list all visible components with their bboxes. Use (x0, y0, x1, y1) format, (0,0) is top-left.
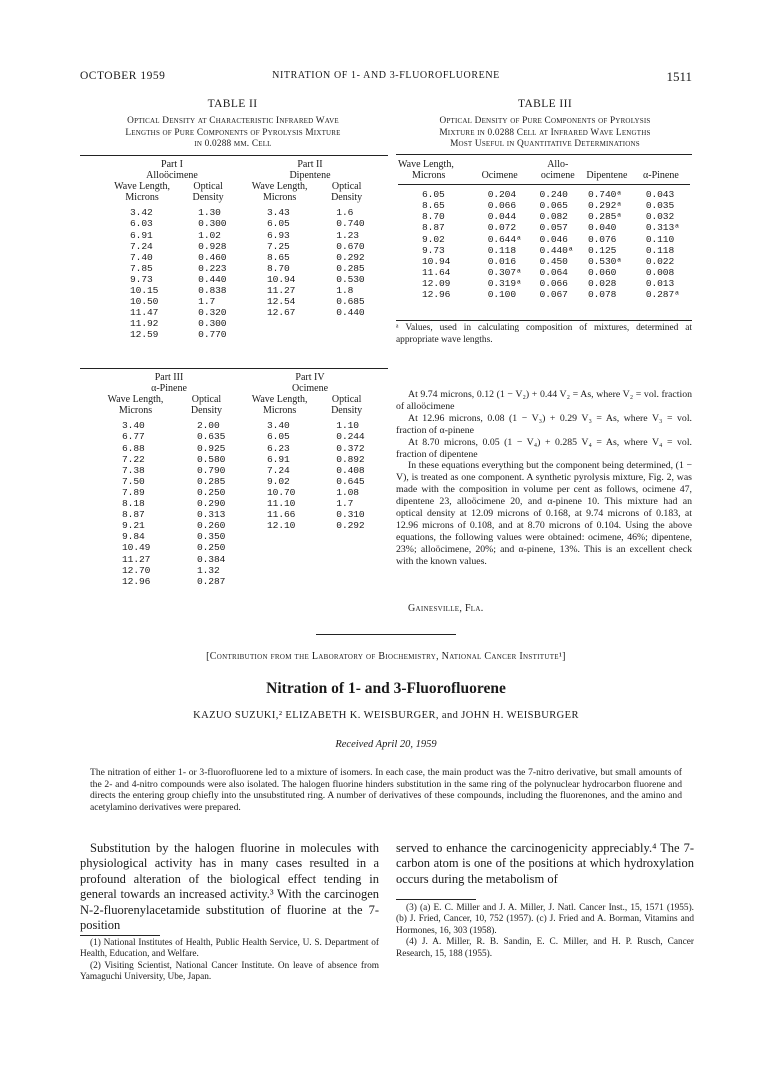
table-cell: 12.10 (267, 520, 296, 532)
table-cell: 8.18 (122, 498, 145, 510)
table-cell: 0.740ᵃ (587, 189, 622, 201)
table-cell: 0.320 (198, 307, 227, 319)
table-cell: 0.065 (539, 200, 568, 212)
table-row (245, 203, 375, 218)
table-cell: 12.70 (122, 564, 151, 576)
table-cell: 0.645 (336, 475, 365, 487)
table-cell: 1.6 (336, 207, 354, 219)
table-cell: 0.118 (487, 244, 516, 256)
table-row (108, 285, 236, 296)
table-row (108, 230, 236, 241)
table-cell: 6.05 (422, 189, 445, 201)
table-cell: 0.644ᵃ (487, 233, 522, 245)
table-cell: 9.84 (122, 531, 145, 543)
table-row (245, 252, 375, 263)
table-row (245, 241, 375, 252)
table-cell: 8.87 (122, 509, 145, 521)
table-cell: 6.23 (267, 442, 290, 454)
footnote-3: (3) (a) E. C. Miller and J. A. Miller, J. Natl. Cancer Inst., 15, 1571 (1955). (b) J. Fried, Cancer, 10, 752 (1957). (c) J. Fried and A. Borman, Vitamins and Hormones, 16, 303 (1958). (396, 903, 694, 936)
table-cell: 10.94 (422, 255, 451, 267)
table-cell: 6.93 (267, 229, 290, 241)
article-title: Nitration of 1- and 3-Fluorofluorene (266, 680, 506, 697)
table-cell: 0.066 (539, 277, 568, 289)
table-cell: 10.70 (267, 486, 296, 498)
table-row (245, 230, 375, 241)
table-cell: 6.91 (130, 229, 153, 241)
table-cell: 6.91 (267, 453, 290, 465)
table-cell: 0.078 (587, 289, 617, 301)
table-row (245, 285, 375, 296)
location: Gainesville, Fla. (408, 603, 484, 614)
table2-part3: Part III α-Pinene Wave Length, Optical Microns Density 3.40 2.00 6.77 0.635 6.88 0.925 7.22 0.580 7.38 0.790 7.50 0.285 7.89 0.250 8.18 0.290 8.87 0.313 9.21 0.260 9.84 0.350 10.49 0.250 11.27 0.384 12.70 1.32 12.96 0.287 (100, 372, 238, 587)
table-cell: 0.244 (336, 431, 365, 443)
table-row (398, 245, 690, 256)
table-cell: 0.008 (645, 266, 675, 278)
abstract: The nitration of either 1- or 3-fluorofluorene led to a mixture of isomers. In each case, the main product was the 7-nitro derivative, but small amounts of the 2- and 4-nitro compounds were also isolated. The halogen fluorine hinders substitution in the same ring of the polynuclear hydrocarbon fluorene and directs the entering group chiefly into the unsubstituted ring. A number of derivatives of these compounds, including the fluorenones, and the amino and acetylamino derivatives were prepared. (90, 767, 682, 813)
table3-caption: Optical Density of Pure Components of Pyrolysis Mixture in 0.0288 Cell at Infrared Wave Lengths Most Useful in Quantitative Determinations (439, 116, 651, 149)
table-cell: 0.530 (336, 273, 365, 285)
table-row (100, 554, 238, 565)
footnote-rule-left (80, 935, 160, 936)
table-row (100, 576, 238, 587)
table-cell: 1.23 (336, 229, 359, 241)
table-cell: 1.7 (198, 296, 216, 308)
table-cell: 3.42 (130, 207, 153, 219)
table-row (245, 307, 375, 318)
table-cell: 10.94 (267, 273, 296, 285)
table-cell: 8.65 (422, 200, 445, 212)
table-row (100, 454, 238, 465)
header-title: NITRATION OF 1- AND 3-FLUOROFLUORENE (272, 70, 500, 81)
table-cell: 9.73 (422, 244, 445, 256)
table-cell: 0.770 (198, 329, 227, 341)
table-row (100, 487, 238, 498)
table-cell: 7.24 (130, 240, 153, 252)
table-cell: 9.02 (267, 475, 290, 487)
footnotes-right (396, 903, 694, 960)
table-cell: 12.96 (122, 575, 151, 587)
table-cell: 0.076 (587, 233, 617, 245)
table-cell: 0.032 (645, 211, 675, 223)
table-cell: 0.035 (645, 200, 675, 212)
table-cell: 9.02 (422, 233, 445, 245)
table-cell: 11.66 (267, 509, 296, 521)
table-cell: 0.408 (336, 464, 365, 476)
table-cell: 0.072 (487, 222, 516, 234)
table-cell: 1.08 (336, 486, 359, 498)
table-row (108, 252, 236, 263)
table-cell: 0.100 (487, 289, 516, 301)
table-cell: 8.70 (267, 262, 290, 274)
table-cell: 0.685 (336, 296, 365, 308)
table-cell: 0.060 (587, 266, 617, 278)
table-cell: 0.057 (539, 222, 568, 234)
table-cell: 10.15 (130, 285, 159, 297)
header-date: OCTOBER 1959 (80, 70, 166, 82)
table-cell: 7.25 (267, 240, 290, 252)
table-cell: 8.87 (422, 222, 445, 234)
authors: KAZUO SUZUKI,² ELIZABETH K. WEISBURGER, and JOHN H. WEISBURGER (193, 710, 579, 721)
table-row (108, 203, 236, 218)
table-row (398, 234, 690, 245)
table-row (245, 509, 375, 520)
table-cell: 0.043 (645, 189, 675, 201)
received-date: Received April 20, 1959 (335, 739, 437, 750)
table3-top-rule (396, 154, 692, 155)
footnote-rule-right (396, 899, 476, 900)
table-cell: 0.300 (198, 218, 227, 230)
method-paragraph: In these equations everything but the component being determined, (1 − V), is treated as one component. A synthetic pyrolysis mixture, Fig. 2, was made with the composition in volume per cent as follows, ocimene 47, dipentene 23, alloöcimene 20, and α-pinene 10. This mixture had an optical density at 12.09 microns of 0.168, at 9.74 microns of 0.183, at 12.96 microns of 0.108, and at 8.70 microns of 0.104. Using the above equations, the following values were obtained: ocimene, 46%; dipentene, 23%; alloöcimene, 20%; and α-pinene, 13%. This is an excellent check with the known values. (396, 460, 692, 567)
table-row (245, 487, 375, 498)
contribution-line: [Contribution from the Laboratory of Biochemistry, National Cancer Institute¹] (206, 651, 566, 662)
table2-part1: Part I Alloöcimene Wave Length, Optical Microns Density 3.42 1.30 6.03 0.300 6.91 1.02 7.24 0.928 7.40 0.460 7.85 0.223 9.73 0.440 10.15 0.838 10.50 1.7 11.47 0.320 11.92 0.300 12.59 0.770 (108, 159, 236, 341)
table-row (100, 431, 238, 442)
table-row (108, 241, 236, 252)
table-row (100, 542, 238, 553)
table2-mid-rule (80, 368, 388, 369)
table2-part2: Part II Dipentene Wave Length, Optical Microns Density 3.43 1.6 6.05 0.740 6.93 1.23 7.25 0.670 8.65 0.292 8.70 0.285 10.94 0.530 11.27 1.8 12.54 0.685 12.67 0.440 (245, 159, 375, 318)
table-cell: 3.43 (267, 207, 290, 219)
table-row (245, 498, 375, 509)
table-cell: 0.110 (645, 233, 675, 245)
table-cell: 7.89 (122, 486, 145, 498)
table-cell: 0.292 (336, 520, 365, 532)
table-cell: 12.67 (267, 307, 296, 319)
table-cell: 0.046 (539, 233, 568, 245)
table-cell: 0.372 (336, 442, 365, 454)
table-cell: 0.118 (645, 244, 675, 256)
table2-caption: Optical Density at Characteristic Infrared Wave Lengths of Pure Components of Pyrolysis Mixture in 0.0288 mm. Cell (125, 116, 341, 149)
table-cell: 0.028 (587, 277, 617, 289)
table-cell: 0.670 (336, 240, 365, 252)
table-row (108, 318, 236, 329)
table-cell: 0.790 (196, 464, 226, 476)
table-row (245, 520, 375, 531)
table-cell: 0.530ᵃ (587, 255, 622, 267)
table2-title: TABLE II (207, 98, 258, 110)
table-cell: 1.30 (198, 207, 221, 219)
table2-top-rule (80, 155, 388, 156)
footnote-2: (2) Visiting Scientist, National Cancer Institute. On leave of absence from Yamaguchi University, Ube, Japan. (80, 960, 379, 983)
table-cell: 0.250 (196, 486, 226, 498)
footnotes-left (80, 938, 379, 984)
table-row (108, 218, 236, 229)
table-cell: 11.27 (122, 553, 151, 565)
equations-text (396, 389, 692, 568)
table-cell: 0.292 (336, 251, 365, 263)
equation-1: At 9.74 microns, 0.12 (1 − V₂) + 0.44 V₂ = As, where V₂ = vol. fraction of alloöcimene (396, 389, 692, 412)
table-row (398, 256, 690, 267)
table-cell: 11.10 (267, 498, 296, 510)
table-row (245, 465, 375, 476)
table-row (245, 454, 375, 465)
table-cell: 0.740 (336, 218, 365, 230)
table-cell: 0.250 (196, 542, 226, 554)
table-cell: 0.310 (336, 509, 365, 521)
table-cell: 7.50 (122, 475, 145, 487)
table-cell: 1.02 (198, 229, 221, 241)
table-cell: 1.7 (336, 498, 354, 510)
table-cell: 0.287 (196, 575, 226, 587)
table-row (245, 274, 375, 285)
table-cell: 0.440ᵃ (539, 244, 574, 256)
table-row (398, 278, 690, 289)
table-cell: 0.066 (487, 200, 516, 212)
table-cell: 7.40 (130, 251, 153, 263)
table-cell: 12.09 (422, 277, 451, 289)
table-cell: 0.313 (196, 509, 226, 521)
table-cell: 12.54 (267, 296, 296, 308)
table-cell: 0.285ᵃ (587, 211, 622, 223)
table-row (108, 263, 236, 274)
table-cell: 8.70 (422, 211, 445, 223)
table-cell: 11.64 (422, 266, 451, 278)
table-cell: 3.40 (267, 420, 290, 432)
table-row (398, 185, 690, 201)
table-cell: 1.32 (196, 564, 220, 576)
table-row (245, 443, 375, 454)
table-cell: 0.292ᵃ (587, 200, 622, 212)
table-cell: 0.013 (645, 277, 675, 289)
table-row (108, 274, 236, 285)
table-cell: 8.65 (267, 251, 290, 263)
table-cell: 0.082 (539, 211, 568, 223)
table-row (398, 200, 690, 211)
table-row (100, 465, 238, 476)
table-row (100, 509, 238, 520)
table-row (108, 329, 236, 340)
table-cell: 0.260 (196, 520, 226, 532)
table-cell: 1.10 (336, 420, 359, 432)
table-cell: 9.21 (122, 520, 145, 532)
table-cell: 0.016 (487, 255, 516, 267)
table3-footnote: ᵃ Values, used in calculating composition of mixtures, determined at appropriate wave lengths. (396, 323, 692, 345)
table-cell: 12.96 (422, 289, 451, 301)
table-cell: 0.044 (487, 211, 516, 223)
table-cell: 6.05 (267, 431, 290, 443)
table-row (245, 218, 375, 229)
table-cell: 0.450 (539, 255, 568, 267)
table-cell: 9.73 (130, 273, 153, 285)
table-row (108, 307, 236, 318)
table-cell: 0.287ᵃ (645, 289, 680, 301)
table-row (100, 498, 238, 509)
table-cell: 0.440 (198, 273, 227, 285)
equation-3: At 8.70 microns, 0.05 (1 − V₄) + 0.285 V₄ = As, where V₄ = vol. fraction of dipentene (396, 436, 692, 460)
table3-bottom-rule (396, 320, 692, 321)
table-cell: 0.290 (196, 498, 226, 510)
table-cell: 0.838 (198, 285, 227, 297)
table-cell: 0.064 (539, 266, 568, 278)
table-cell: 7.38 (122, 464, 145, 476)
table-cell: 0.384 (196, 553, 226, 565)
table-cell: 7.24 (267, 464, 290, 476)
table-row (100, 565, 238, 576)
table-row (245, 431, 375, 442)
table-cell: 6.88 (122, 442, 145, 454)
table-cell: 0.125 (587, 244, 617, 256)
table-cell: 0.928 (198, 240, 227, 252)
table-cell: 0.319ᵃ (487, 277, 522, 289)
table-row (100, 531, 238, 542)
table-cell: 0.350 (196, 531, 226, 543)
table-cell: 0.440 (336, 307, 365, 319)
table2-part4: Part IV Ocimene Wave Length, Optical Microns Density 3.40 1.10 6.05 0.244 6.23 0.372 6.91 0.892 7.24 0.408 9.02 0.645 10.70 1.08 11.10 1.7 11.66 0.310 12.10 0.292 (245, 372, 375, 531)
body-left: Substitution by the halogen fluorine in molecules with physiological activity has in many cases resulted in a profound alteration of the biological effect tending in general towards an increased activity.³ With the carcinogen N-2-fluorenylacetamide substitution of fluorine at the 7-position (80, 841, 379, 933)
table-row (100, 416, 238, 431)
table-row (398, 289, 690, 300)
table-cell: 10.49 (122, 542, 151, 554)
table-row (398, 267, 690, 278)
table-cell: 6.77 (122, 431, 145, 443)
table-row (108, 296, 236, 307)
table-row (245, 416, 375, 431)
running-header (80, 70, 692, 86)
table-row (100, 443, 238, 454)
table-row (245, 263, 375, 274)
table-cell: 0.460 (198, 251, 227, 263)
table-row (398, 211, 690, 222)
table-cell: 6.03 (130, 218, 153, 230)
footnote-4: (4) J. A. Miller, R. B. Sandin, E. C. Miller, and H. P. Rusch, Cancer Research, 15, 188 (1955). (396, 937, 694, 959)
table-cell: 0.635 (196, 431, 226, 443)
table-cell: 0.067 (539, 289, 568, 301)
table-row (245, 296, 375, 307)
table-cell: 7.85 (130, 262, 153, 274)
table-row (245, 476, 375, 487)
table-cell: 0.040 (587, 222, 617, 234)
table-row (100, 476, 238, 487)
table-cell: 10.50 (130, 296, 159, 308)
table-cell: 0.285 (196, 475, 226, 487)
equation-2: At 12.96 microns, 0.08 (1 − V₃) + 0.29 V₃ = As, where V₃ = vol. fraction of α-pinene (396, 412, 692, 436)
table-cell: 0.925 (196, 442, 226, 454)
table-cell: 1.8 (336, 285, 354, 297)
table-cell: 11.27 (267, 285, 296, 297)
table3: Wave Length, Allo- Microns Ocimene ocimene Dipentene α-Pinene 6.05 0.204 0.240 0.740ᵃ 0.043 8.65 0.066 0.065 0.292ᵃ 0.035 8.70 0.044 0.082 0.285ᵃ 0.032 8.87 0.072 0.057 0.040 0.313ᵃ 9.02 0.644ᵃ 0.046 0.076 0.110 9.73 0.118 0.440ᵃ 0.125 0.118 10.94 0.016 0.450 0.530ᵃ 0.022 11.64 0.307ᵃ 0.064 0.060 0.008 12.09 0.319ᵃ 0.066 0.028 0.013 12.96 0.100 0.067 0.078 0.287ᵃ (398, 159, 690, 300)
table-cell: 0.892 (336, 453, 365, 465)
footnote-1: (1) National Institutes of Health, Public Health Service, U. S. Department of Health, Education, and Welfare. (80, 938, 379, 960)
table-cell: 11.47 (130, 307, 159, 319)
body-right: served to enhance the carcinogenicity appreciably.⁴ The 7-carbon atom is one of the positions at which hydroxylation occurs during the metabolism of (396, 841, 694, 886)
table-cell: 3.40 (122, 420, 145, 432)
table-cell: 0.580 (196, 453, 226, 465)
table-cell: 2.00 (196, 420, 220, 432)
table-row (100, 520, 238, 531)
table-cell: 0.307ᵃ (487, 266, 522, 278)
table-cell: 0.022 (645, 255, 675, 267)
table-cell: 12.59 (130, 329, 159, 341)
table-cell: 6.05 (267, 218, 290, 230)
separator-rule (316, 634, 456, 635)
table-cell: 0.204 (487, 189, 516, 201)
table-cell: 11.92 (130, 318, 159, 330)
table3-title: TABLE III (517, 98, 573, 110)
table-cell: 0.285 (336, 262, 365, 274)
table-row (398, 222, 690, 233)
table-cell: 0.300 (198, 318, 227, 330)
table-cell: 0.223 (198, 262, 227, 274)
table-cell: 0.240 (539, 189, 568, 201)
page-number: 1511 (666, 69, 692, 84)
table-cell: 7.22 (122, 453, 145, 465)
table-cell: 0.313ᵃ (645, 222, 680, 234)
